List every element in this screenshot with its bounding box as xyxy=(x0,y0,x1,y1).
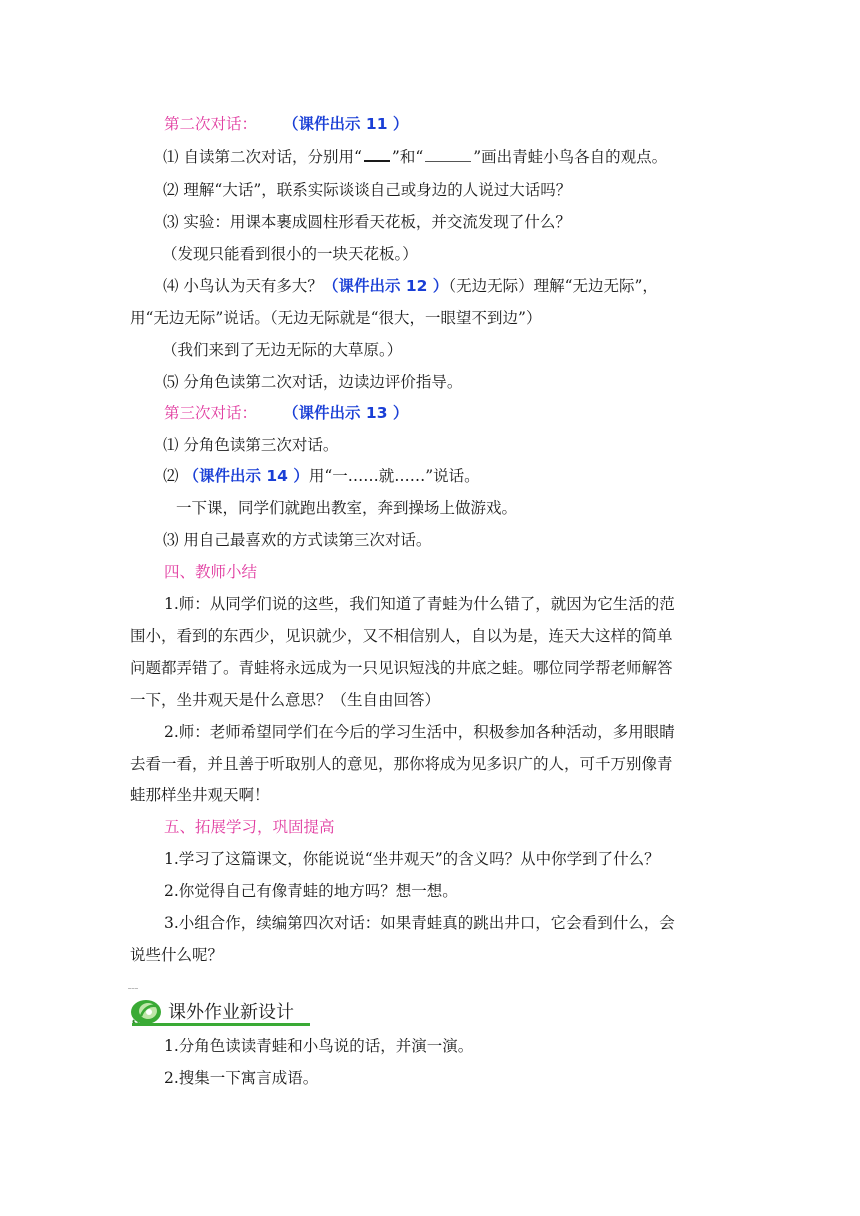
summary-p2-line2: 去看一看，并且善于听取别人的意见，那你将成为见多识广的人，可千万别像青 xyxy=(130,755,673,773)
section2-item4-cont: 用“无边无际”说话。（无边无际就是“很大，一眼望不到边”） xyxy=(130,309,542,327)
section2-item3-note: （发现只能看到很小的一块天花板。） xyxy=(162,245,418,263)
section2-heading-line xyxy=(164,113,408,135)
item-text: 用“一……就……”说话。 xyxy=(308,467,480,485)
summary-heading: 四、教师小结 xyxy=(164,563,258,581)
bold-underline-blank xyxy=(364,146,390,162)
divider xyxy=(128,988,138,989)
section2-item4 xyxy=(163,275,658,297)
summary-p1-line4: 一下，坐井观天是什么意思？（生自由回答） xyxy=(130,691,441,709)
section2-heading: 第二次对话： xyxy=(164,115,258,133)
section3-heading-line xyxy=(164,402,408,424)
summary-p1-line3: 问题都弄错了。青蛙将永远成为一只见识短浅的井底之蛙。哪位同学帮老师解答 xyxy=(130,659,673,677)
section2-item2: ⑵ 理解“大话”，联系实际谈谈自己或身边的人说过大话吗？ xyxy=(163,181,572,199)
homework-item2: 2.搜集一下寓言成语。 xyxy=(164,1069,319,1087)
item-text: ⑷ 小鸟认为天有多大？ xyxy=(163,277,323,295)
section3-item2-example: 一下课，同学们就跑出教室，奔到操场上做游戏。 xyxy=(176,499,518,517)
thin-underline-blank xyxy=(425,147,471,162)
section3-item1: ⑴ 分角色读第三次对话。 xyxy=(163,436,339,454)
item-number: ⑵ xyxy=(163,467,179,485)
item-number: ⑴ xyxy=(163,148,179,166)
item-text: ”画出青蛙小鸟各自的观点。 xyxy=(473,148,668,166)
section2-item4-note: （我们来到了无边无际的大草原。） xyxy=(162,341,403,359)
extension-q3-line2: 说些什么呢？ xyxy=(130,946,224,964)
extension-q3-line1: 3.小组合作，续编第四次对话：如果青蛙真的跳出井口，它会看到什么，会 xyxy=(164,914,675,932)
section2-courseware: （课件出示 11 ） xyxy=(283,115,409,133)
extension-heading: 五、拓展学习，巩固提高 xyxy=(164,818,335,836)
homework-item1: 1.分角色读读青蛙和小鸟说的话，并演一演。 xyxy=(164,1037,474,1055)
homework-title: 课外作业新设计 xyxy=(168,1002,294,1023)
section3-courseware: （课件出示 13 ） xyxy=(283,404,409,422)
summary-p1-line1: 1.师：从同学们说的这些，我们知道了青蛙为什么错了，就因为它生活的范 xyxy=(164,595,675,613)
summary-p1-line2: 围小，看到的东西少，见识就少，又不相信别人，自以为是，连天大这样的简单 xyxy=(130,627,673,645)
section3-item2 xyxy=(163,465,480,487)
summary-p2-line1: 2.师：老师希望同学们在今后的学习生活中，积极参加各种活动，多用眼睛 xyxy=(164,723,675,741)
item-text: （无边无际）理解“无边无际”， xyxy=(448,277,658,295)
summary-p2-line3: 蛙那样坐井观天啊！ xyxy=(130,786,270,804)
section2-item4-courseware: （课件出示 12 ） xyxy=(322,277,449,295)
extension-q1: 1.学习了这篇课文，你能说说“坐井观天”的含义吗？从中你学到了什么？ xyxy=(164,850,660,868)
section2-item5: ⑸ 分角色读第二次对话，边读边评价指导。 xyxy=(163,373,463,391)
section2-item3: ⑶ 实验：用课本裹成圆柱形看天花板，并交流发现了什么？ xyxy=(163,213,571,231)
green-leaf-icon xyxy=(130,996,164,1026)
section2-item1 xyxy=(163,146,667,168)
section3-item3: ⑶ 用自己最喜欢的方式读第三次对话。 xyxy=(163,531,432,549)
section3-item2-courseware: （课件出示 14 ） xyxy=(183,467,309,485)
homework-title-underline xyxy=(132,1023,310,1026)
item-text: ”和“ xyxy=(391,148,424,166)
item-text: 自读第二次对话，分别用“ xyxy=(183,148,362,166)
section3-heading: 第三次对话： xyxy=(164,404,258,422)
extension-q2: 2.你觉得自己有像青蛙的地方吗？想一想。 xyxy=(164,882,458,900)
